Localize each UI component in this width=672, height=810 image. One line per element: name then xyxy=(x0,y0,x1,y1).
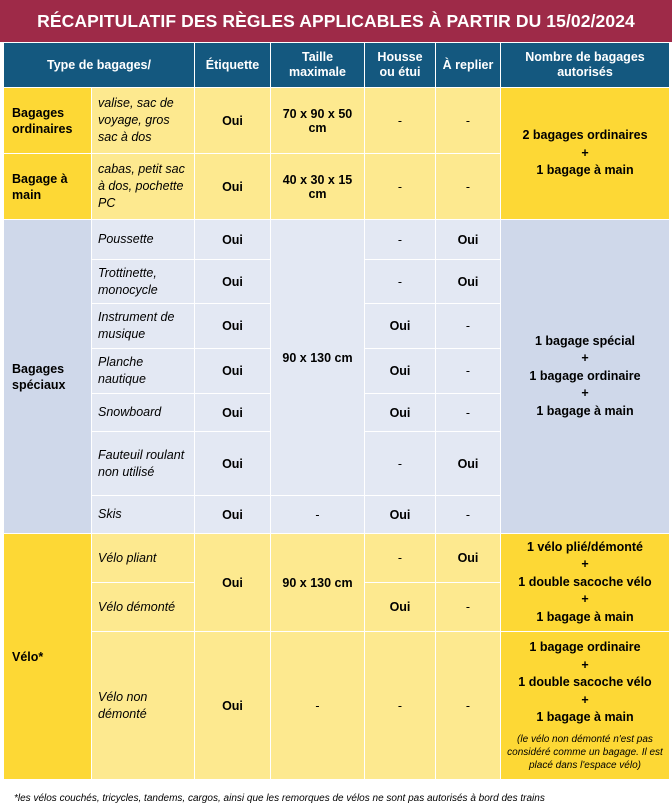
housse-cell: - xyxy=(365,260,436,304)
item-name: Fauteuil roulant non utilisé xyxy=(92,432,195,496)
housse-cell: - xyxy=(365,632,436,780)
taille-cell: 70 x 90 x 50 cm xyxy=(271,88,365,154)
housse-cell: - xyxy=(365,154,436,220)
etiquette-velo: Oui xyxy=(195,534,271,632)
table-row xyxy=(4,220,670,260)
replier-cell: - xyxy=(436,304,501,349)
etiquette-cell: Oui xyxy=(195,154,271,220)
replier-cell: Oui xyxy=(436,220,501,260)
item-name: Vélo non démonté xyxy=(92,632,195,780)
examples-main: cabas, petit sac à dos, pochette PC xyxy=(92,154,195,220)
count-velo-plie: 1 vélo plié/démonté + 1 double sacoche vélo + 1 bagage à main xyxy=(501,534,670,632)
table-row xyxy=(4,88,670,154)
etiquette-cell: Oui xyxy=(195,496,271,534)
category-main: Bagage à main xyxy=(4,154,92,220)
housse-cell: - xyxy=(365,534,436,583)
etiquette-cell: Oui xyxy=(195,260,271,304)
item-name: Planche nautique xyxy=(92,349,195,394)
replier-cell: - xyxy=(436,496,501,534)
replier-cell: Oui xyxy=(436,534,501,583)
replier-cell: - xyxy=(436,349,501,394)
item-name: Vélo démonté xyxy=(92,583,195,632)
category-ordinaires: Bagages ordinaires xyxy=(4,88,92,154)
taille-cell: 40 x 30 x 15 cm xyxy=(271,154,365,220)
taille-cell: - xyxy=(271,632,365,780)
category-velo: Vélo* xyxy=(4,534,92,780)
footnote: *les vélos couchés, tricycles, tandems, cargos, ainsi que les remorques de vélos ne sont pas autorisés à bord des trains xyxy=(14,793,545,804)
count-ordinaires: 2 bagages ordinaires + 1 bagage à main xyxy=(501,88,670,220)
category-speciaux: Bagages spéciaux xyxy=(4,220,92,534)
replier-cell: - xyxy=(436,583,501,632)
housse-cell: - xyxy=(365,88,436,154)
velo-note: (le vélo non démonté n'est pas considéré comme un bagage. Il est placé dans l'espace vélo) xyxy=(507,733,663,771)
table-row xyxy=(4,632,670,780)
replier-cell: - xyxy=(436,632,501,780)
examples-ordinaires: valise, sac de voyage, gros sac à dos xyxy=(92,88,195,154)
header-nombre: Nombre de bagages autorisés xyxy=(501,43,670,88)
replier-cell: - xyxy=(436,154,501,220)
etiquette-cell: Oui xyxy=(195,432,271,496)
etiquette-cell: Oui xyxy=(195,349,271,394)
taille-velo: 90 x 130 cm xyxy=(271,534,365,632)
housse-cell: - xyxy=(365,432,436,496)
page-title: RÉCAPITULATIF DES RÈGLES APPLICABLES À PARTIR DU 15/02/2024 xyxy=(0,0,672,42)
housse-cell: Oui xyxy=(365,496,436,534)
header-taille: Taille maximale xyxy=(271,43,365,88)
item-name: Vélo pliant xyxy=(92,534,195,583)
housse-cell: Oui xyxy=(365,349,436,394)
housse-cell: Oui xyxy=(365,394,436,432)
item-name: Skis xyxy=(92,496,195,534)
item-name: Trottinette, monocycle xyxy=(92,260,195,304)
item-name: Snowboard xyxy=(92,394,195,432)
header-etiquette: Étiquette xyxy=(195,43,271,88)
table-row xyxy=(4,534,670,583)
etiquette-cell: Oui xyxy=(195,304,271,349)
count-speciaux: 1 bagage spécial + 1 bagage ordinaire + 1 bagage à main xyxy=(501,220,670,534)
housse-cell: Oui xyxy=(365,304,436,349)
etiquette-cell: Oui xyxy=(195,394,271,432)
header-row xyxy=(4,43,670,88)
replier-cell: - xyxy=(436,88,501,154)
count-velo-non-demonte: 1 bagage ordinaire + 1 double sacoche vélo + 1 bagage à main (le vélo non démonté n'est pas considéré comme un bagage. Il est placé dans l'espace vélo) xyxy=(501,632,670,780)
header-type: Type de bagages/ xyxy=(4,43,195,88)
item-name: Poussette xyxy=(92,220,195,260)
item-name: Instrument de musique xyxy=(92,304,195,349)
header-replier: À replier xyxy=(436,43,501,88)
header-housse: Housse ou étui xyxy=(365,43,436,88)
replier-cell: Oui xyxy=(436,432,501,496)
replier-cell: - xyxy=(436,394,501,432)
etiquette-cell: Oui xyxy=(195,220,271,260)
replier-cell: Oui xyxy=(436,260,501,304)
luggage-rules-table xyxy=(3,42,670,780)
etiquette-cell: Oui xyxy=(195,632,271,780)
taille-speciaux: 90 x 130 cm xyxy=(271,220,365,496)
etiquette-cell: Oui xyxy=(195,88,271,154)
taille-cell: - xyxy=(271,496,365,534)
housse-cell: - xyxy=(365,220,436,260)
housse-cell: Oui xyxy=(365,583,436,632)
